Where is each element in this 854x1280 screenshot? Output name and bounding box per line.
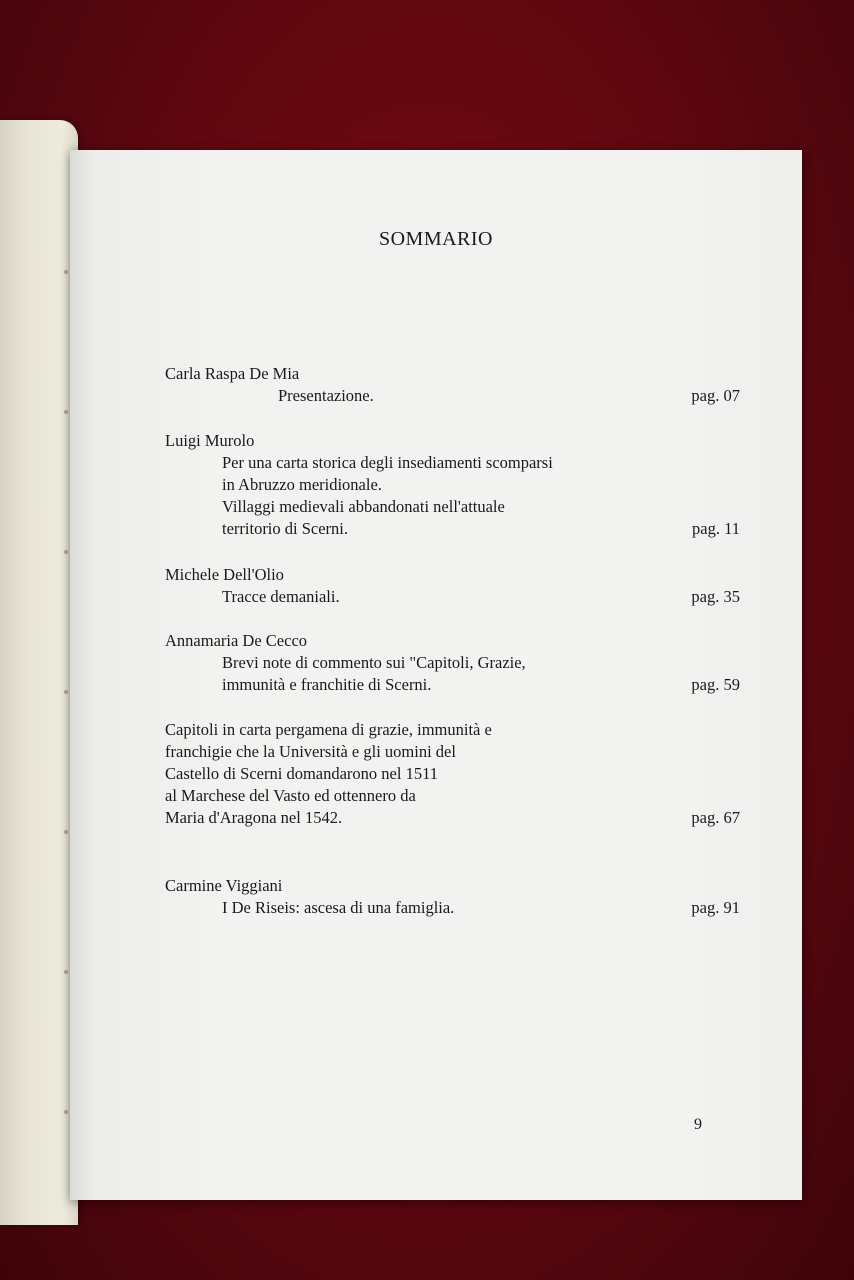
entry-page-ref: pag. 07	[691, 386, 740, 405]
toc-entry	[165, 875, 740, 919]
binding-stitch	[64, 830, 68, 834]
toc-entry	[165, 719, 740, 829]
entry-page-ref: pag. 91	[691, 898, 740, 917]
entry-title-line: Villaggi medievali abbandonati nell'attuale	[222, 497, 505, 516]
entry-title-line: Tracce demaniali.	[222, 587, 340, 606]
toc-entry	[165, 363, 740, 407]
binding-stitch	[64, 550, 68, 554]
binding-stitch	[64, 970, 68, 974]
entry-title-line: franchigie che la Università e gli uomini del	[165, 742, 456, 761]
entry-title-line: I De Riseis: ascesa di una famiglia.	[222, 898, 455, 917]
entry-page-ref: pag. 59	[691, 675, 740, 694]
entry-article	[165, 719, 740, 829]
toc-entry	[165, 630, 740, 696]
entry-title-line: immunità e franchitie di Scerni.	[222, 675, 432, 694]
entry-title-line: Capitoli in carta pergamena di grazie, immunità e	[165, 720, 492, 739]
entry-author: Carla Raspa De Mia	[165, 364, 300, 383]
contents-page	[70, 150, 802, 1200]
entry-title-line: Maria d'Aragona nel 1542.	[165, 808, 343, 827]
entry-page-ref: pag. 35	[691, 587, 740, 606]
entry-title-line: Castello di Scerni domandarono nel 1511	[165, 764, 438, 783]
toc-entry	[165, 430, 740, 540]
toc-entry	[165, 564, 740, 608]
entry-article	[165, 452, 740, 540]
binding-stitch	[64, 270, 68, 274]
entry-title-line: Per una carta storica degli insediamenti scomparsi	[222, 453, 553, 472]
page-number: 9	[694, 1116, 702, 1133]
entry-title-line: Presentazione.	[278, 386, 374, 405]
entry-page-ref: pag. 67	[691, 808, 740, 827]
left-page-edge	[0, 120, 78, 1225]
entry-author: Michele Dell'Olio	[165, 565, 284, 584]
entry-author: Annamaria De Cecco	[165, 631, 308, 650]
entry-author: Luigi Murolo	[165, 431, 255, 450]
entry-article	[165, 652, 740, 696]
entry-title-line: in Abruzzo meridionale.	[222, 475, 382, 494]
entry-article	[165, 586, 740, 608]
entry-author: Carmine Viggiani	[165, 876, 283, 895]
binding-stitch	[64, 410, 68, 414]
entry-article	[165, 897, 740, 919]
binding-stitch	[64, 1110, 68, 1114]
entry-title-line: territorio di Scerni.	[222, 519, 349, 538]
page-title: SOMMARIO	[378, 228, 494, 250]
entry-title-line: Brevi note di commento sui "Capitoli, Grazie,	[222, 653, 526, 672]
entry-page-ref: pag. 11	[692, 519, 740, 538]
binding-stitch	[64, 690, 68, 694]
entry-title-line: al Marchese del Vasto ed ottennero da	[165, 786, 416, 805]
entry-article	[165, 385, 740, 407]
